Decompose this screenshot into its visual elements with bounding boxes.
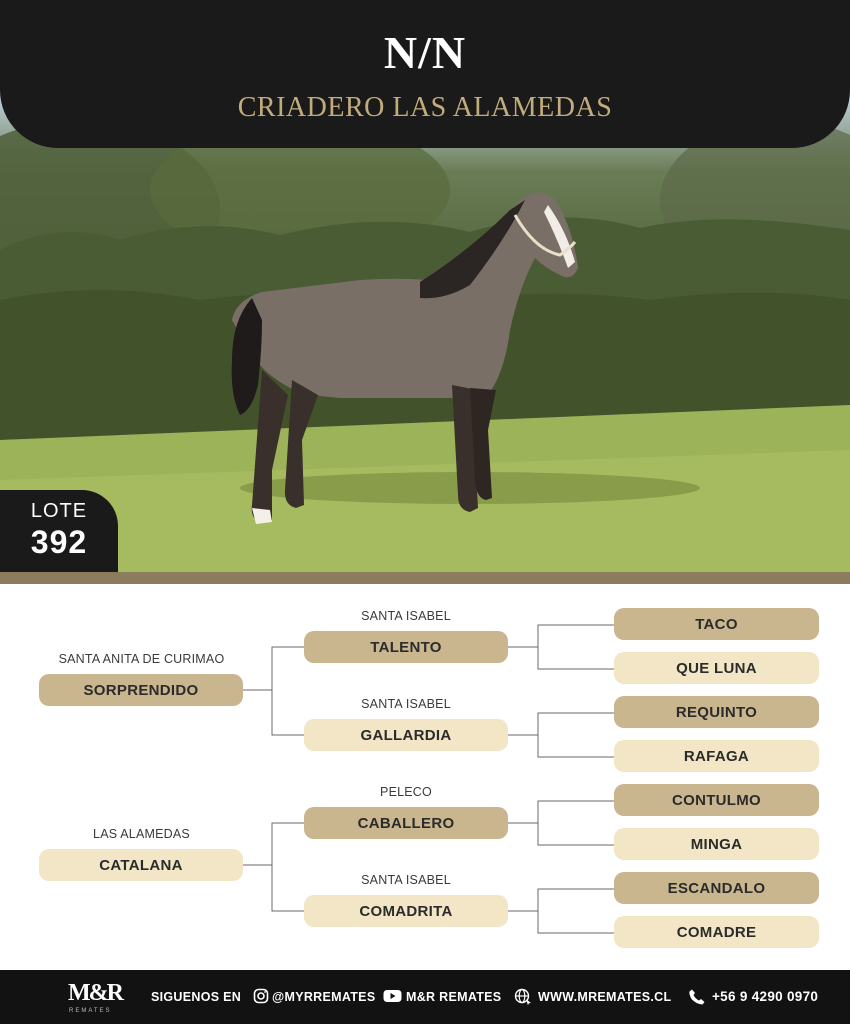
brand-logo: M&R — [68, 980, 122, 1006]
pedigree-chart — [0, 584, 850, 970]
dam-sire-owner: PELECO — [380, 785, 432, 799]
globe-icon — [514, 988, 532, 1006]
great-grandparent-box: RAFAGA — [614, 740, 819, 772]
instagram-icon — [253, 988, 269, 1004]
dam-owner: LAS ALAMEDAS — [93, 827, 190, 841]
dam-dam-owner: SANTA ISABEL — [361, 873, 451, 887]
great-grandparent-box: QUE LUNA — [614, 652, 819, 684]
lot-badge — [0, 490, 118, 572]
follow-label: SIGUENOS EN — [151, 990, 242, 1004]
gold-divider — [0, 572, 850, 584]
great-grandparent-box: MINGA — [614, 828, 819, 860]
lot-number: 392 — [30, 524, 88, 560]
sire-owner: SANTA ANITA DE CURIMAO — [58, 652, 225, 666]
great-grandparent-box: CONTULMO — [614, 784, 819, 816]
great-grandparent-box: COMADRE — [614, 916, 819, 948]
dam-sire-box: CABALLERO — [304, 807, 508, 839]
brand-logo-sub: REMATES — [69, 1008, 112, 1014]
great-grandparent-box: TACO — [614, 608, 819, 640]
dam-box: CATALANA — [39, 849, 243, 881]
sire-sire-owner: SANTA ISABEL — [361, 609, 451, 623]
footer-bar — [0, 970, 850, 1024]
phone-number[interactable]: +56 9 4290 0970 — [712, 989, 819, 1004]
lot-label: LOTE — [30, 500, 88, 522]
great-grandparent-box: REQUINTO — [614, 696, 819, 728]
header-banner — [0, 0, 850, 148]
page-title: N/N — [383, 27, 467, 78]
instagram-link[interactable]: @MYRREMATES — [272, 990, 376, 1004]
breeder-name: CRIADERO LAS ALAMEDAS — [237, 92, 613, 123]
sire-dam-box: GALLARDIA — [304, 719, 508, 751]
website-link[interactable]: WWW.MREMATES.CL — [538, 990, 672, 1004]
sire-sire-box: TALENTO — [304, 631, 508, 663]
youtube-icon — [383, 988, 402, 1004]
sire-dam-owner: SANTA ISABEL — [361, 697, 451, 711]
dam-dam-box: COMADRITA — [304, 895, 508, 927]
sire-box: SORPRENDIDO — [39, 674, 243, 706]
phone-icon — [688, 988, 706, 1006]
great-grandparent-box: ESCANDALO — [614, 872, 819, 904]
youtube-link[interactable]: M&R REMATES — [406, 990, 502, 1004]
